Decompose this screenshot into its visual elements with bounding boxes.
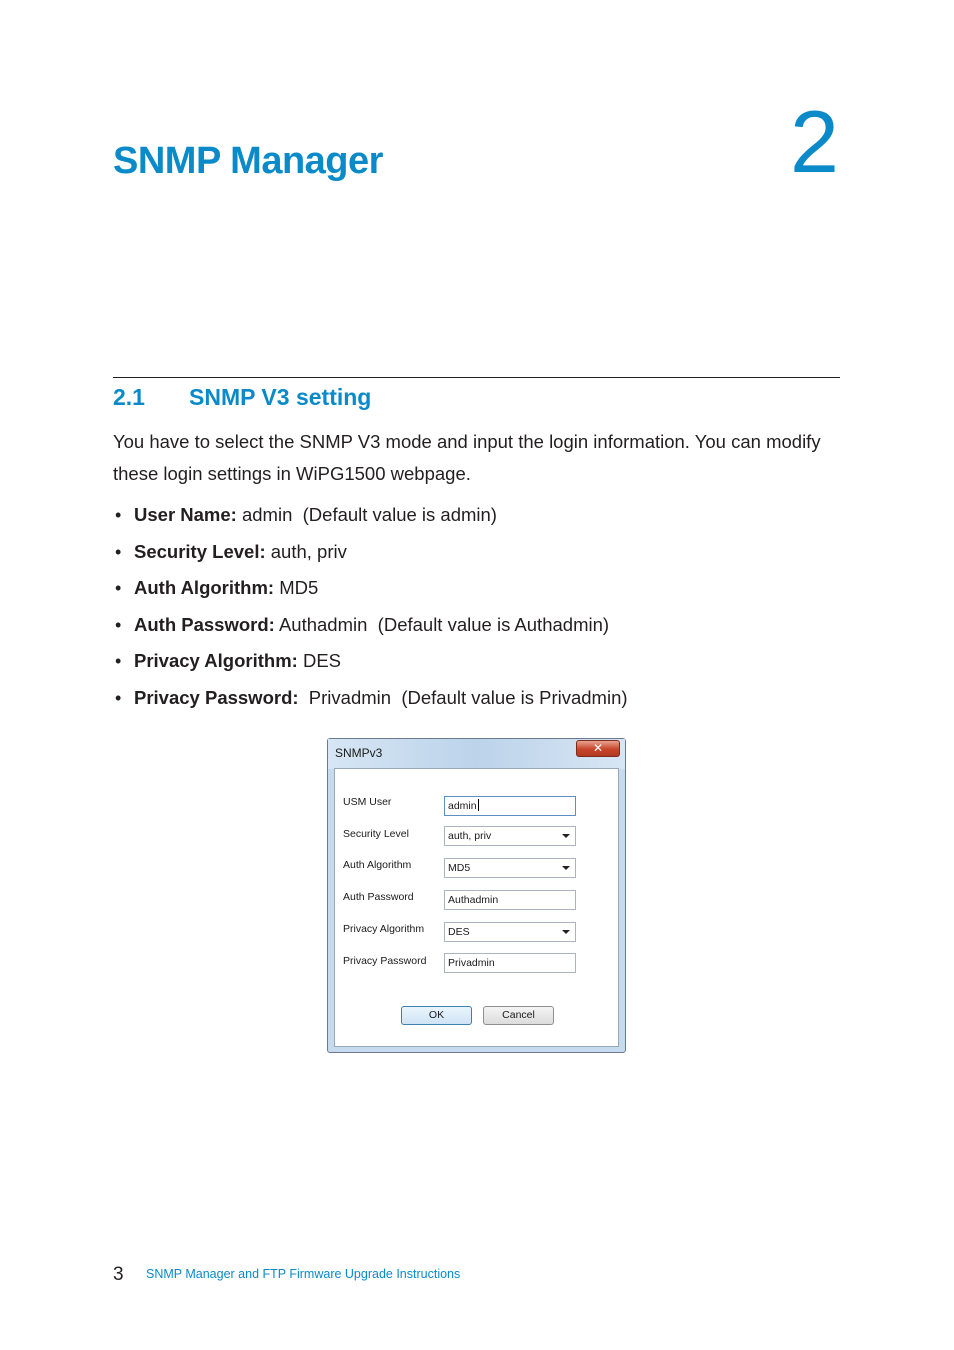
usm-user-input[interactable]: admin	[444, 796, 576, 816]
bullet-icon: •	[115, 505, 122, 525]
settings-list	[113, 497, 628, 717]
bullet-icon: •	[115, 541, 122, 562]
security-level-label: Security Level	[343, 828, 409, 840]
item-label: Security Level:	[134, 540, 266, 562]
text-cursor	[478, 799, 479, 811]
close-button[interactable]	[576, 740, 620, 757]
item-label: Auth Password:	[134, 613, 275, 635]
list-item	[113, 643, 628, 680]
chapter-title: SNMP Manager	[113, 140, 383, 182]
bullet-icon: •	[115, 578, 122, 599]
chapter-number: 2	[790, 92, 839, 191]
cancel-button[interactable]: Cancel	[483, 1006, 554, 1025]
item-value: Authadmin (Default value is Authadmin)	[274, 613, 610, 635]
privacy-algorithm-label: Privacy Algorithm	[343, 923, 425, 935]
chevron-down-icon	[562, 834, 570, 838]
item-value: DES	[297, 650, 341, 672]
section-number: 2.1	[113, 384, 145, 410]
bullet-icon: •	[115, 687, 122, 708]
list-item	[113, 680, 628, 717]
snmpv3-dialog	[327, 738, 626, 1053]
page-number: 3	[113, 1264, 124, 1285]
security-level-select[interactable]: auth, priv	[444, 826, 576, 846]
close-icon: ✕	[592, 741, 604, 755]
item-label: User Name:	[134, 504, 237, 525]
auth-password-input[interactable]: Authadmin	[444, 890, 576, 910]
chevron-down-icon	[562, 866, 570, 870]
item-value: admin (Default value is admin)	[236, 504, 497, 525]
section-divider	[113, 377, 840, 378]
auth-algorithm-label: Auth Algorithm	[343, 859, 412, 871]
privacy-password-input[interactable]: Privadmin	[444, 953, 576, 973]
item-label: Privacy Algorithm:	[134, 650, 298, 672]
dialog-body	[334, 768, 619, 1047]
dialog-titlebar[interactable]	[328, 739, 625, 769]
item-value: Privadmin (Default value is Privadmin)	[298, 686, 628, 708]
ok-button[interactable]: OK	[401, 1006, 472, 1025]
item-label: Privacy Password:	[134, 686, 299, 708]
chevron-down-icon	[562, 930, 570, 934]
bullet-icon: •	[115, 651, 122, 672]
intro-paragraph: You have to select the SNMP V3 mode and input the login information. You can modify these login settings in WiPG1500 webpage.	[113, 431, 821, 484]
list-item	[113, 607, 628, 644]
item-value: MD5	[274, 577, 319, 599]
footer-text: SNMP Manager and FTP Firmware Upgrade Instructions	[146, 1267, 461, 1281]
list-item	[113, 497, 628, 534]
dialog-title: SNMPv3	[335, 746, 383, 760]
section-title: SNMP V3 setting	[189, 384, 372, 410]
auth-password-label: Auth Password	[343, 891, 414, 903]
usm-user-label: USM User	[343, 796, 392, 808]
item-label: Auth Algorithm:	[134, 577, 275, 599]
privacy-algorithm-select[interactable]: DES	[444, 922, 576, 942]
bullet-icon: •	[115, 614, 122, 635]
list-item	[113, 570, 628, 607]
privacy-password-label: Privacy Password	[343, 955, 427, 967]
list-item	[113, 534, 628, 571]
item-value: auth, priv	[265, 540, 347, 562]
auth-algorithm-select[interactable]: MD5	[444, 858, 576, 878]
